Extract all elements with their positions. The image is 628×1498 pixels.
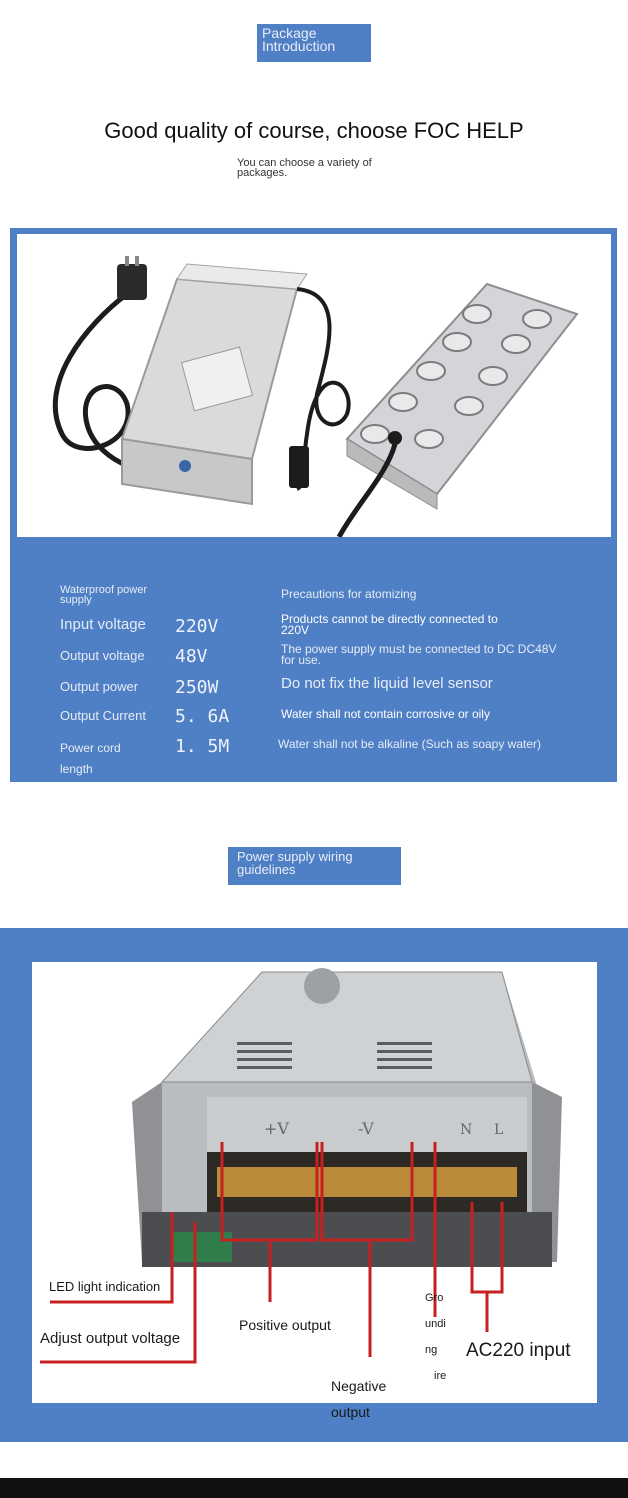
spec-value-input-voltage: 220V xyxy=(175,616,219,637)
spec-value-output-current: 5. 6A xyxy=(175,706,230,727)
fan-icon xyxy=(304,968,340,1004)
spec-note-1: Products cannot be directly connected to 220V xyxy=(281,612,498,637)
label-adjust: Adjust output voltage xyxy=(40,1330,181,1347)
product-illustration xyxy=(17,234,611,537)
svg-text:L: L xyxy=(494,1122,504,1138)
package-introduction-tag xyxy=(257,24,371,62)
spec-label-output-power: Output power xyxy=(60,679,139,694)
label-led: LED light indication xyxy=(49,1279,161,1294)
spec-heading-left: Waterproof power supply xyxy=(60,584,148,606)
spec-value-power-cord-length: 1. 5M xyxy=(175,736,230,757)
spec-note-5: Water shall not be alkaline (Such as soapy water) xyxy=(278,737,542,751)
svg-text:N: N xyxy=(460,1122,473,1138)
spec-label-power-cord-length: Power cord length xyxy=(60,741,121,776)
spec-label-input-voltage: Input voltage xyxy=(60,616,146,633)
tag-line-1: Package xyxy=(262,25,317,41)
spec-note-2: The power supply must be connected to DC DC48V for use. xyxy=(281,642,557,667)
spec-heading-right: Precautions for atomizing xyxy=(281,587,417,601)
svg-text:-V: -V xyxy=(358,1119,374,1138)
wiring-guidelines-tag: Power supply wiring guidelines xyxy=(228,847,401,885)
spec-value-output-power: 250W xyxy=(175,677,219,698)
product-photo xyxy=(17,234,611,537)
terminal-cover xyxy=(217,1167,517,1197)
label-grounding-4: ire xyxy=(434,1370,447,1382)
label-negative-line1: Negative xyxy=(331,1378,387,1394)
bottom-bar xyxy=(0,1478,628,1498)
spec-note-4: Water shall not contain corrosive or oily xyxy=(281,707,490,721)
label-ac220: AC220 input xyxy=(466,1340,571,1361)
label-grounding-3: ng xyxy=(425,1344,438,1356)
headline: Good quality of course, choose FOC HELP xyxy=(104,118,524,143)
connector-icon xyxy=(289,446,309,488)
subline: You can choose a variety of packages. xyxy=(237,157,372,179)
label-negative xyxy=(331,1373,386,1425)
label-negative-line2: output xyxy=(331,1404,370,1420)
spec-label-output-voltage: Output voltage xyxy=(60,648,145,663)
svg-text:+V: +V xyxy=(264,1119,289,1138)
label-grounding xyxy=(425,1285,446,1389)
spec-value-output-voltage: 48V xyxy=(175,646,208,667)
label-positive: Positive output xyxy=(239,1317,331,1333)
plug-icon xyxy=(117,264,147,300)
label-grounding-2: undi xyxy=(425,1318,446,1330)
label-grounding-1: Gro xyxy=(425,1292,444,1304)
psu-top xyxy=(162,972,532,1082)
tag-line-2: Introduction xyxy=(262,38,336,54)
spec-label-output-current: Output Current xyxy=(60,708,146,723)
spec-note-3: Do not fix the liquid level sensor xyxy=(281,675,493,692)
